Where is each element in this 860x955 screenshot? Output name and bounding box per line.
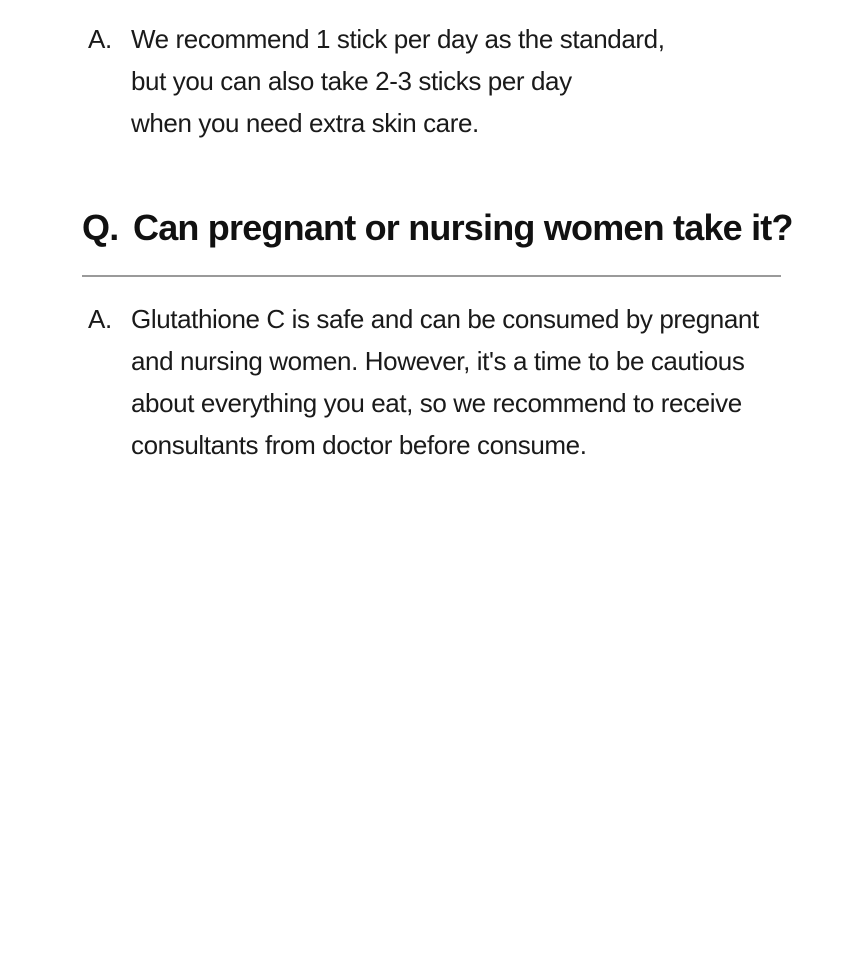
divider [82, 275, 781, 277]
answer-text [131, 298, 759, 466]
answer-line: but you can also take 2-3 sticks per day [131, 66, 572, 96]
faq-question-pregnancy [82, 204, 793, 252]
answer-prefix: A. [88, 304, 112, 334]
answer-line: We recommend 1 stick per day as the standard, [131, 24, 665, 54]
answer-prefix: A. [88, 24, 112, 54]
question-prefix: Q. [82, 207, 119, 248]
answer-line: when you need extra skin care. [131, 108, 479, 138]
faq-answer-pregnancy [88, 298, 759, 466]
faq-answer-dosage [88, 18, 665, 144]
question-text: Can pregnant or nursing women take it? [133, 207, 793, 248]
answer-line: Glutathione C is safe and can be consumed by pregnant [131, 304, 759, 334]
answer-text [131, 18, 665, 144]
answer-line: and nursing women. However, it's a time to be cautious [131, 346, 745, 376]
answer-line: consultants from doctor before consume. [131, 430, 587, 460]
answer-line: about everything you eat, so we recommend to receive [131, 388, 742, 418]
